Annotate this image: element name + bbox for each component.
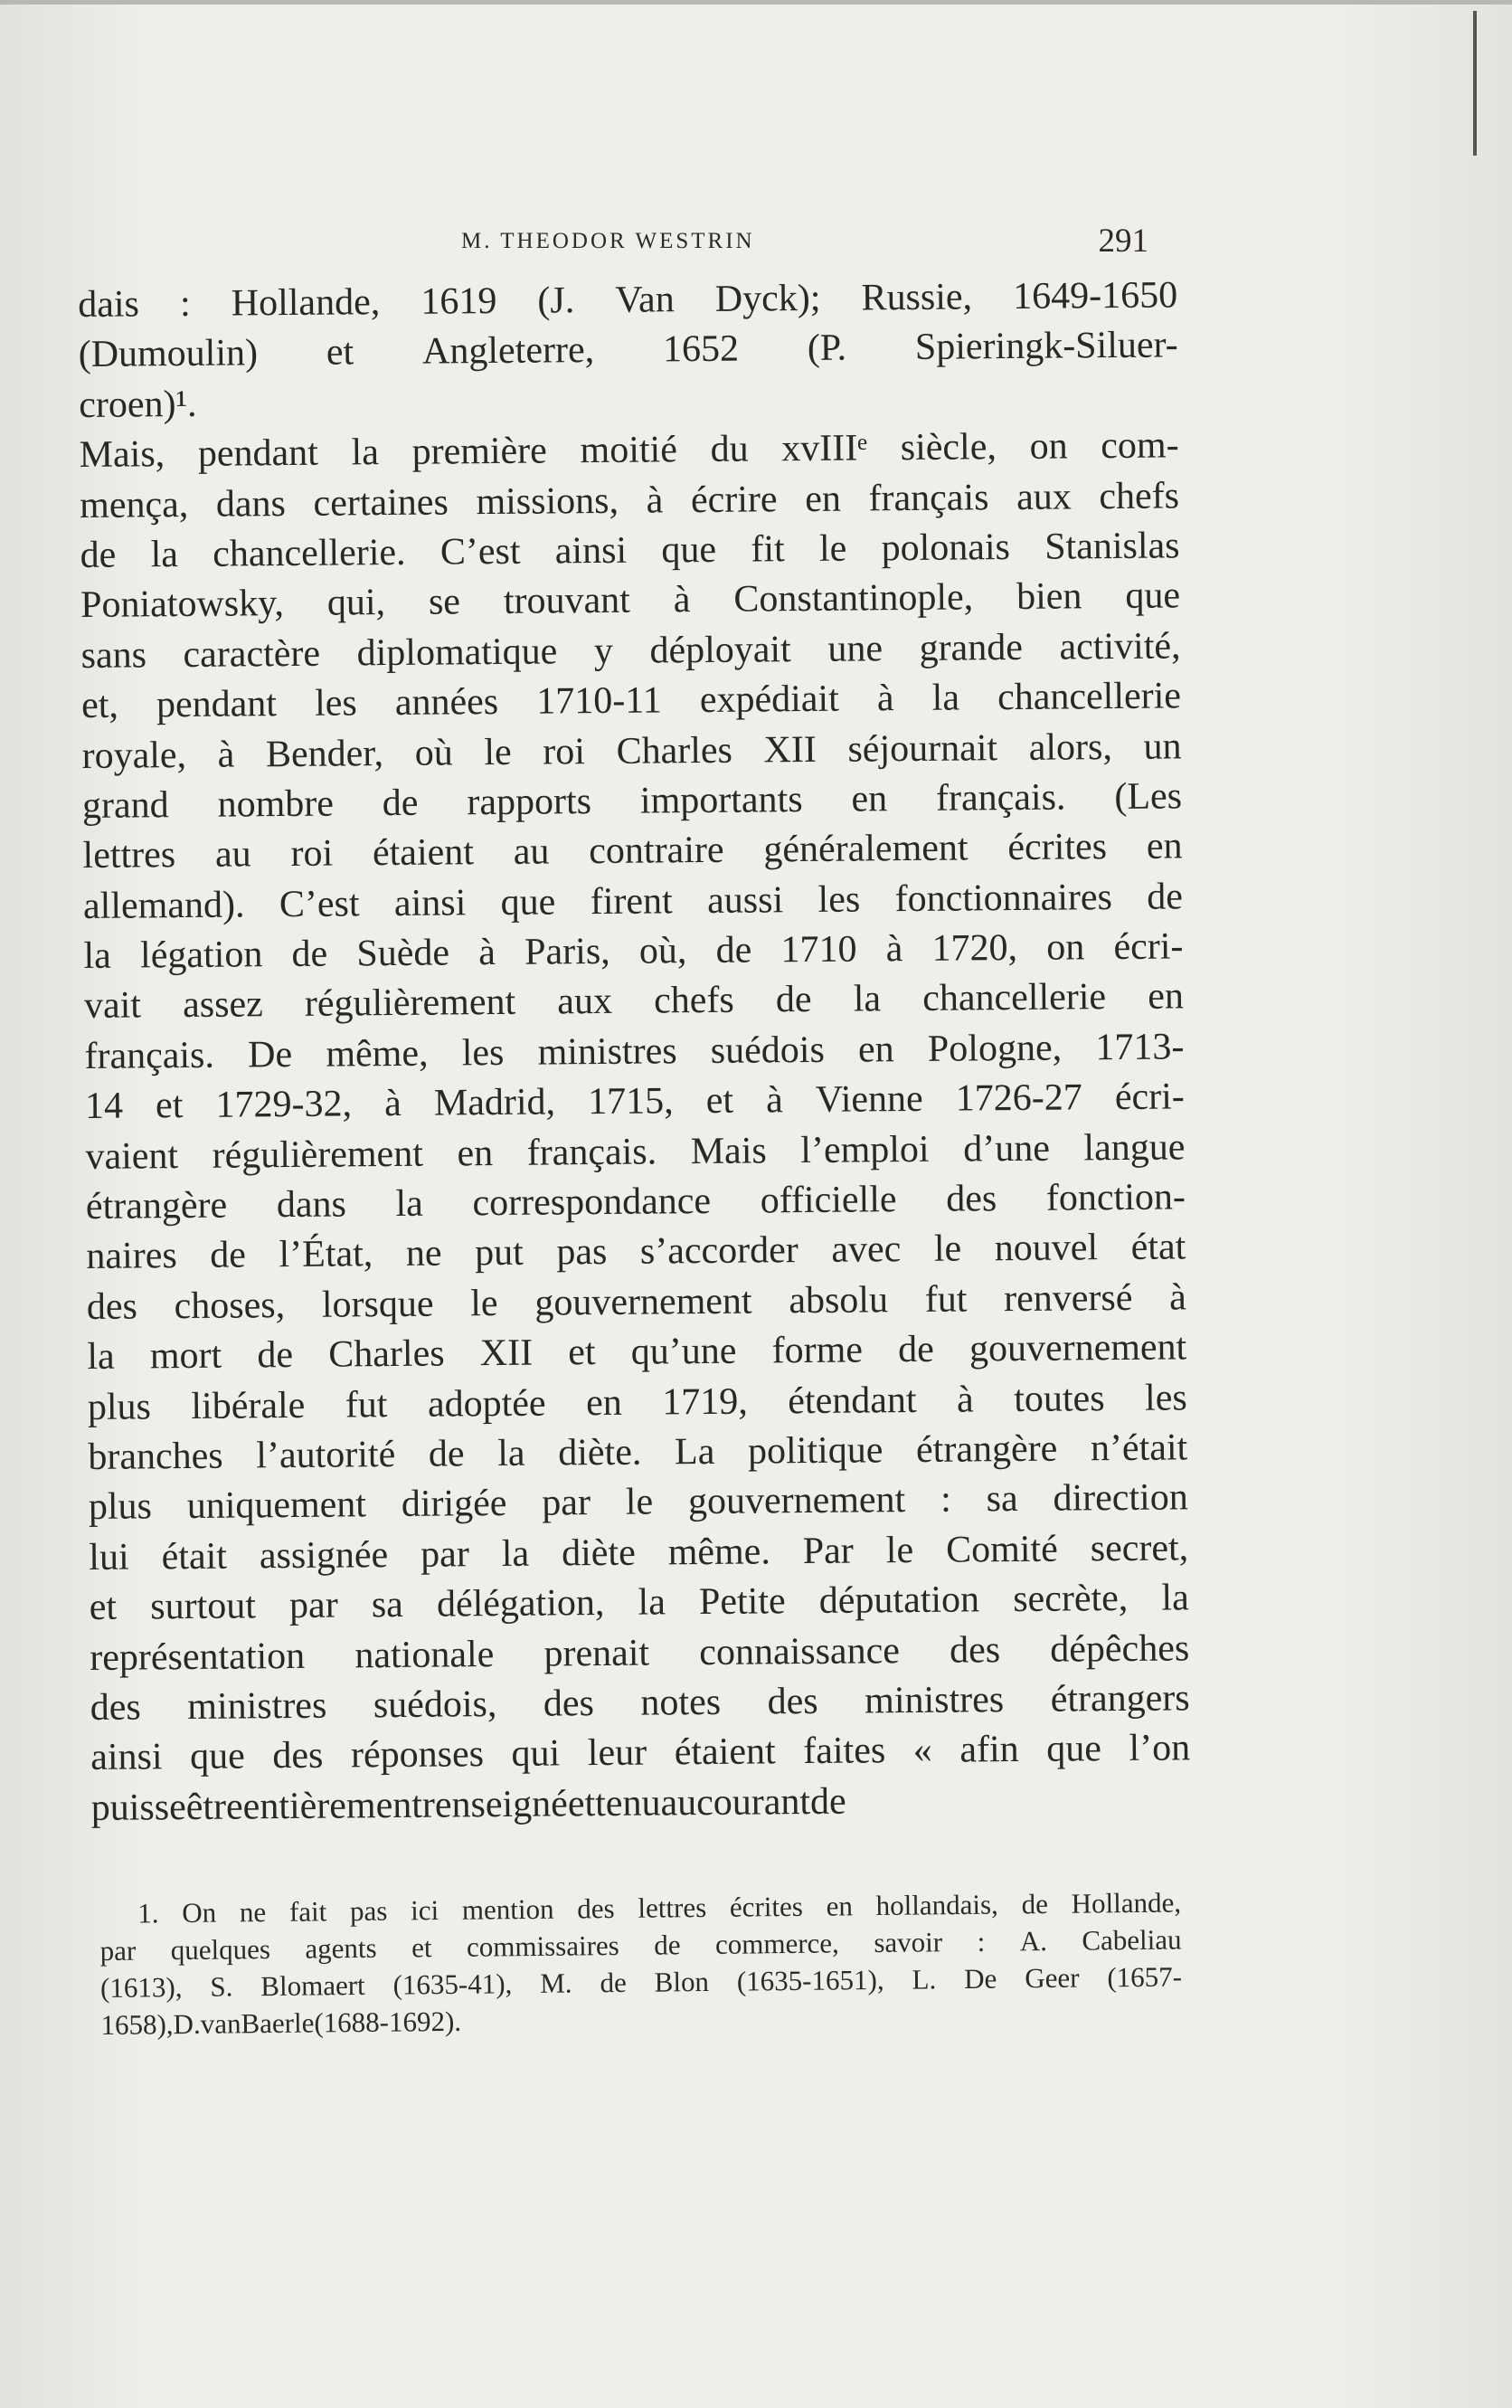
body-text-line: la légation de Suède à Paris, où, de 1710 à 1720, on écri- [83, 925, 1184, 978]
body-text-line: (Dumoulin) et Angleterre, 1652 (P. Spieringk-Siluer- [78, 324, 1178, 376]
body-text-line: croen)¹. [79, 383, 197, 426]
body-text-line: 14 et 1729-32, à Madrid, 1715, et à Vienne 1726-27 écri- [84, 1076, 1186, 1128]
footnote-line: (1613), S. Blomaert (1635-41), M. de Blon (1635-1651), L. De Geer (1657- [99, 1960, 1183, 2004]
body-text-line: étrangère dans la correspondance officielle des fonction- [85, 1176, 1186, 1228]
body-text-line: lettres au roi étaient au contraire généralement écrites en [82, 825, 1183, 877]
page-number: 291 [1098, 223, 1148, 260]
body-text-line: français. De même, les ministres suédois en Pologne, 1713- [84, 1026, 1185, 1077]
body-text-line: naires de l’État, ne put pas s’accorder avec le nouvel état [86, 1226, 1186, 1278]
body-text-line: ainsi que des réponses qui leur étaient faites « afin que l’on [90, 1727, 1191, 1779]
body-text-line: allemand). C’est ainsi que firent aussi les fonctionnaires de [82, 876, 1184, 927]
body-text-line: Poniatowsky, qui, se trouvant à Constantinople, bien que [80, 574, 1181, 627]
footnote-line: 1. On ne fait pas ici mention des lettres écrites en hollandais, de Hollande, [137, 1886, 1182, 1929]
scan-margin-mark [1473, 11, 1477, 156]
footnote-line: 1658), D. van Baerle (1688-1692). [100, 2005, 462, 2041]
body-text-line: représentation nationale prenait connaissance des dépêches [90, 1626, 1190, 1679]
body-text-line: des choses, lorsque le gouvernement absolu fut renversé à [86, 1276, 1186, 1328]
footnotes [99, 1883, 1183, 2043]
body-text-line: vait assez régulièrement aux chefs de la chancellerie en [83, 975, 1185, 1028]
body-text-line: lui était assignée par la diète même. Par le Comité secret, [89, 1527, 1189, 1578]
body-text-line: et surtout par sa délégation, la Petite députation secrète, la [89, 1577, 1189, 1629]
body-text-line: sans caractère diplomatique y déployait une grande activité, [80, 625, 1181, 677]
body-text [78, 270, 1191, 1834]
body-text-line: plus uniquement dirigée par le gouvernement : sa direction [88, 1476, 1188, 1529]
body-text-line: et, pendant les années 1710-11 expédiait à la chancellerie [80, 675, 1182, 727]
body-text-line: grand nombre de rapports importants en français. (Les [81, 775, 1183, 827]
body-text-line: des ministres suédois, des notes des ministres étrangers [90, 1677, 1190, 1729]
body-text-line: puisse être entièrement renseigné et tenu au courant de [90, 1780, 846, 1829]
body-text-line: de la chancellerie. C’est ainsi que fit le polonais Stanislas [80, 525, 1180, 576]
footnote-line: par quelques agents et commissaires de commerce, savoir : A. Cabeliau [99, 1923, 1182, 1967]
body-text-line: vaient régulièrement en français. Mais l’emploi d’une langue [85, 1125, 1186, 1178]
running-head: M. THEODOR WESTRIN [461, 229, 755, 253]
page-header [99, 222, 1148, 276]
body-text-line: mença, dans certaines missions, à écrire en français aux chefs [79, 474, 1180, 526]
body-text-line: la mort de Charles XII et qu’une forme de gouvernement [87, 1326, 1187, 1379]
body-text-line: branches l’autorité de la diète. La politique étrangère n’était [88, 1427, 1188, 1478]
body-text-line: plus libérale fut adoptée en 1719, étendant à toutes les [87, 1376, 1187, 1428]
body-text-line: dais : Hollande, 1619 (J. Van Dyck); Russie, 1649-1650 [78, 274, 1178, 326]
body-text-line: royale, à Bender, où le roi Charles XII séjournait alors, un [81, 725, 1182, 777]
page-top-edge [0, 0, 1512, 5]
body-text-line: Mais, pendant la première moitié du xvIIIᵉ siècle, on com- [79, 424, 1179, 477]
